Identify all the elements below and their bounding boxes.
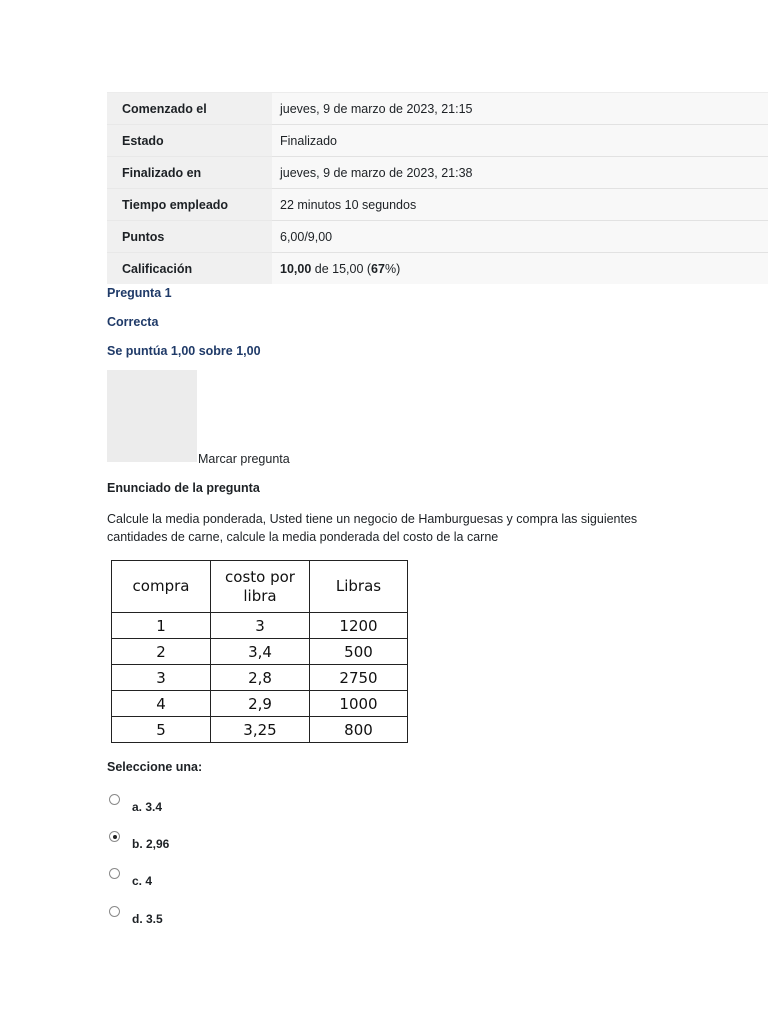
summary-label: Tiempo empleado [107,189,272,221]
flag-question-box[interactable] [107,370,197,462]
table-row [112,717,408,743]
table-cell: 1000 [310,691,408,717]
summary-value: 6,00/9,00 [272,221,768,253]
table-cell: 3,4 [211,639,310,665]
table-row [112,691,408,717]
table-cell: 3,25 [211,717,310,743]
radio-button-selected[interactable] [109,831,120,842]
summary-value: jueves, 9 de marzo de 2023, 21:15 [272,93,768,125]
purchase-data-table [111,560,408,743]
attempt-summary-table [107,92,768,284]
answer-option-label[interactable]: c. 4 [132,874,153,888]
data-table-header [112,561,408,613]
summary-label: Puntos [107,221,272,253]
grade-score: 10,00 [280,261,312,276]
table-row [112,665,408,691]
summary-row-state [107,125,768,157]
answer-option-label[interactable]: b. 2,96 [132,837,170,851]
table-cell: 2 [112,639,211,665]
select-one-label: Seleccione una: [107,760,203,774]
grade-percent: 67 [371,261,385,276]
question-number: Pregunta 1 [107,286,172,300]
radio-button[interactable] [109,868,120,879]
header-costo-por-libra: costo por libra [211,561,310,613]
grade-total: de 15,00 ( [311,261,372,276]
question-status: Correcta [107,315,159,329]
table-cell: 5 [112,717,211,743]
table-cell: 1 [112,613,211,639]
table-cell: 1200 [310,613,408,639]
radio-button[interactable] [109,794,120,805]
table-cell: 4 [112,691,211,717]
answer-option-label[interactable]: d. 3.5 [132,912,163,926]
header-compra: compra [112,561,211,613]
summary-value [272,253,768,285]
question-score: Se puntúa 1,00 sobre 1,00 [107,344,261,358]
summary-label: Calificación [107,253,272,285]
table-cell: 2750 [310,665,408,691]
summary-label: Comenzado el [107,93,272,125]
summary-row-finished [107,157,768,189]
header-libras: Libras [310,561,408,613]
question-text: Calcule la media ponderada, Usted tiene un negocio de Hamburguesas y compra las siguientes cantidades de carne, calcule la media ponderada del costo de la carne [107,512,638,544]
summary-label: Finalizado en [107,157,272,189]
table-cell: 2,8 [211,665,310,691]
table-cell: 2,9 [211,691,310,717]
table-cell: 800 [310,717,408,743]
summary-row-grade [107,253,768,285]
summary-value: Finalizado [272,125,768,157]
summary-value: jueves, 9 de marzo de 2023, 21:38 [272,157,768,189]
question-heading: Enunciado de la pregunta [107,481,260,495]
table-row [112,639,408,665]
summary-row-points [107,221,768,253]
answer-option-label[interactable]: a. 3.4 [132,800,163,814]
summary-value: 22 minutos 10 segundos [272,189,768,221]
table-cell: 500 [310,639,408,665]
summary-row-time [107,189,768,221]
summary-row-started [107,93,768,125]
table-row [112,613,408,639]
radio-button[interactable] [109,906,120,917]
grade-percent-suffix: %) [384,261,401,276]
summary-label: Estado [107,125,272,157]
table-cell: 3 [112,665,211,691]
flag-question-link[interactable]: Marcar pregunta [198,452,290,466]
table-cell: 3 [211,613,310,639]
